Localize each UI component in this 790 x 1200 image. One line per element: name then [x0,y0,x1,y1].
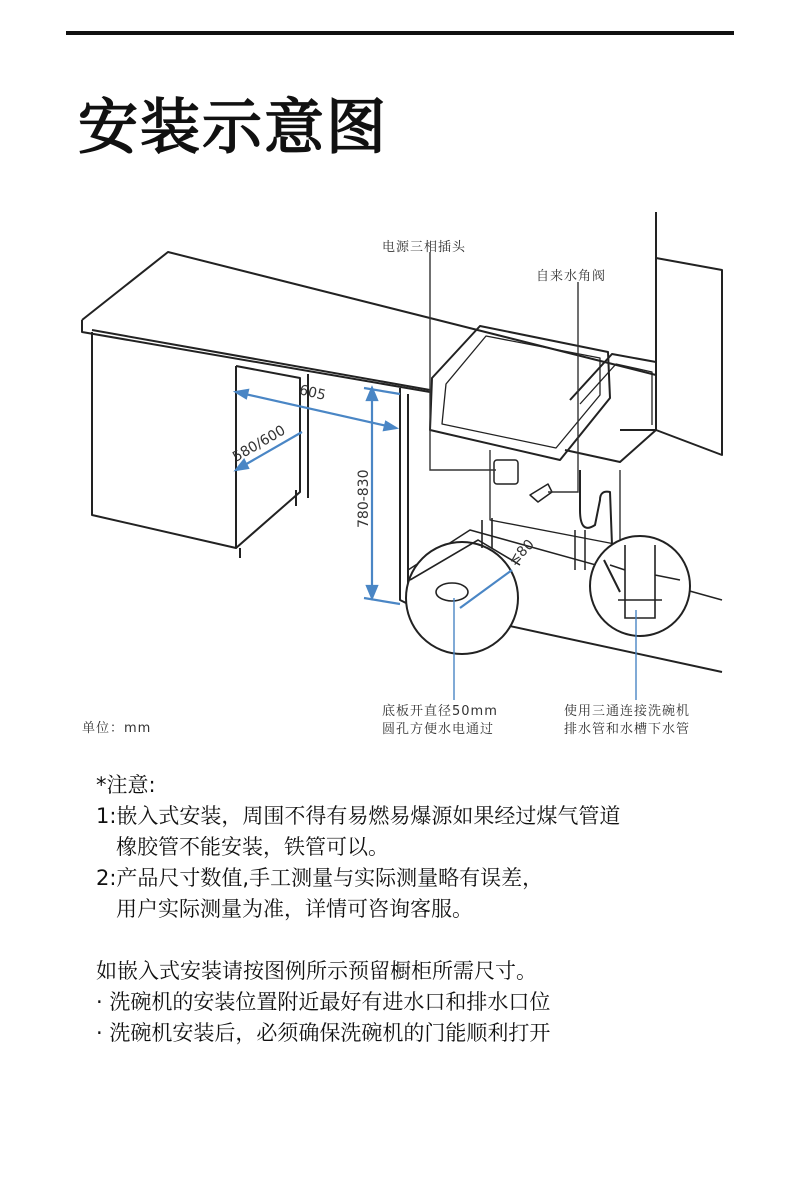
sink-right-inner [580,364,652,425]
label-power-socket: 电源三相插头 [382,240,467,255]
water-valve-shape [530,484,552,502]
dim-width-arrow-r [384,422,396,430]
dim-width-text: 605 [297,382,328,404]
leader-valve [548,282,578,492]
label-tee-line1: 使用三通连接洗碗机 [564,704,691,719]
left-cabinet [92,332,236,548]
dim-height-tick-b [364,598,400,604]
notes-item2-line1: 2:产品尺寸数值,手工测量与实际测量略有误差， [96,866,544,890]
hole-detail-circle [406,542,518,654]
notes-item1-line2: 橡胶管不能安装，铁管可以。 [116,835,389,859]
notes-bullet2: · 洗碗机安装后，必须确保洗碗机的门能顺利打开 [96,1021,551,1045]
notes-section [96,770,620,1049]
power-socket-box [494,460,518,484]
tee-detail-circle [590,536,690,636]
notes-item1-line1: 1:嵌入式安装，周围不得有易燃易爆源如果经过煤气管道 [96,804,621,828]
dim-offset-text: ≤80 [505,536,538,569]
label-tee-line2: 排水管和水槽下水管 [564,722,691,737]
countertop-front-edge [92,330,430,390]
dim-depth-text: 580/600 [230,422,289,466]
dim-height-text: 780-830 [356,469,372,528]
label-water-valve: 自来水角阀 [536,269,607,284]
notes-heading: *注意: [96,773,156,797]
page-title: 安装示意图 [78,93,388,163]
dim-height-arrow-b [367,586,377,598]
label-unit: 单位：mm [82,721,152,736]
label-hole-line2: 圆孔方便水电通过 [382,722,495,737]
notes-bullet1: · 洗碗机的安装位置附近最好有进水口和排水口位 [96,990,551,1014]
wall-shelf [656,258,722,455]
label-hole-line1: 底板开直径50mm [382,704,498,719]
notes-spacer [96,925,620,956]
dim-width-arrow-l [236,390,248,398]
notes-intro: 如嵌入式安装请按图例所示预留橱柜所需尺寸。 [96,959,537,983]
notes-item2-line2: 用户实际测量为准，详情可咨询客服。 [116,897,473,921]
recess-right-panel [400,388,408,604]
